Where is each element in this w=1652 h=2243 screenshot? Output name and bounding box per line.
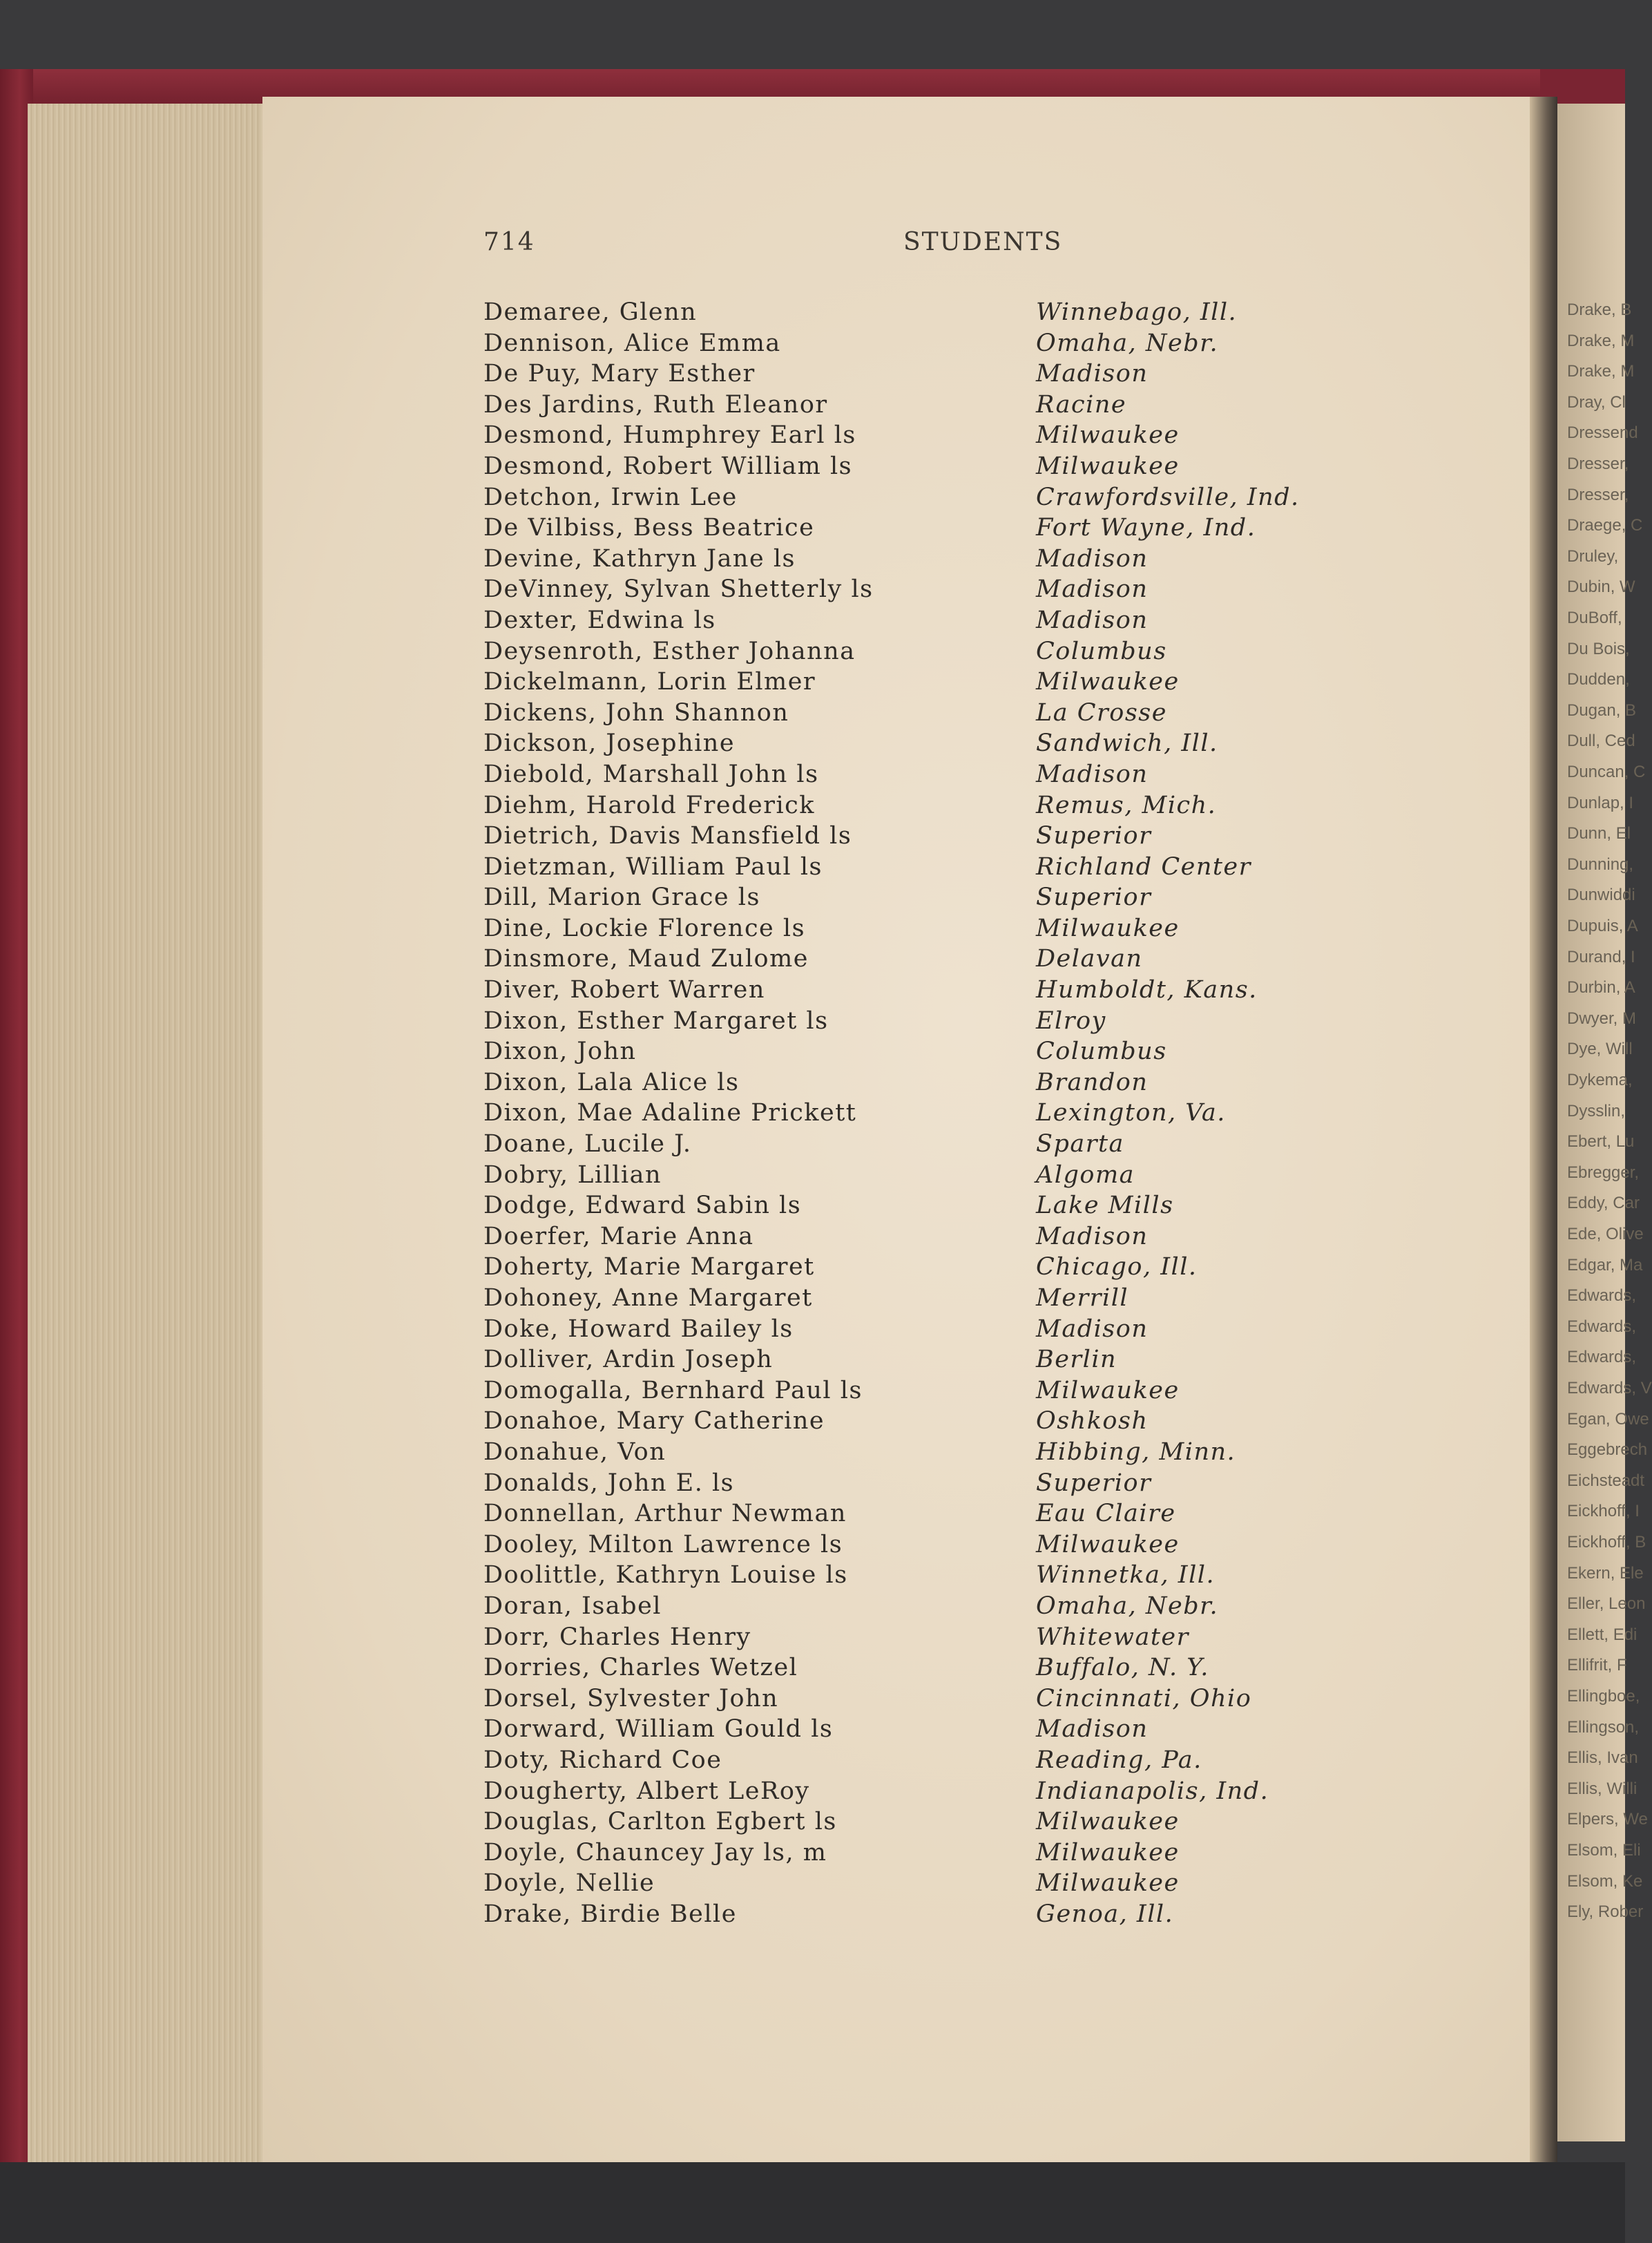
student-entry	[483, 545, 1381, 576]
student-entry	[483, 638, 1381, 669]
student-entry	[483, 668, 1381, 699]
facing-page-fragment: Dysslin,	[1567, 1101, 1626, 1120]
student-hometown: Sparta	[1036, 1130, 1124, 1158]
student-entry	[483, 1869, 1381, 1900]
student-entry	[483, 761, 1381, 792]
facing-page-fragment: Eddy, Car	[1567, 1194, 1640, 1213]
student-name: Donahoe, Mary Catherine	[483, 1407, 825, 1435]
facing-page	[1557, 104, 1652, 2141]
facing-page-fragment: Dykema,	[1567, 1071, 1633, 1089]
facing-page-fragment: Drake, M	[1567, 362, 1635, 381]
student-name: Demaree, Glenn	[483, 298, 698, 326]
student-name: Dorward, William Gould ls	[483, 1715, 834, 1744]
facing-page-fragment: Edgar, Ma	[1567, 1255, 1643, 1275]
student-name: Dohoney, Anne Margaret	[483, 1284, 813, 1312]
facing-page-fragment: Ede, Olive	[1567, 1225, 1644, 1243]
student-name: Dickson, Josephine	[483, 729, 736, 758]
facing-page-fragment: Edwards,	[1567, 1348, 1637, 1367]
student-hometown: Milwaukee	[1036, 1808, 1180, 1836]
student-hometown: Madison	[1036, 1715, 1149, 1744]
student-hometown: Milwaukee	[1036, 914, 1180, 942]
student-hometown: Madison	[1036, 360, 1149, 388]
student-hometown: Madison	[1036, 1222, 1149, 1250]
student-entry	[483, 484, 1381, 515]
student-entry	[483, 575, 1381, 607]
student-hometown: Winnebago, Ill.	[1036, 298, 1238, 326]
student-name: Domogalla, Bernhard Paul ls	[483, 1376, 863, 1404]
facing-page-fragment: Eickhoff, I	[1567, 1502, 1640, 1521]
facing-page-fragment: Du Bois,	[1567, 639, 1630, 658]
student-name: Dixon, Esther Margaret ls	[483, 1006, 829, 1035]
student-name: Dixon, John	[483, 1038, 637, 1066]
student-name: Dolliver, Ardin Joseph	[483, 1346, 774, 1374]
student-hometown: Indianapolis, Ind.	[1036, 1777, 1269, 1805]
facing-page-fragment: Ellis, Ivan	[1567, 1748, 1638, 1768]
student-name: Dodge, Edward Sabin ls	[483, 1192, 802, 1220]
page-number: 714	[483, 228, 535, 256]
student-name: Dinsmore, Maud Zulome	[483, 945, 809, 973]
student-hometown: Fort Wayne, Ind.	[1036, 514, 1256, 542]
student-entry	[483, 391, 1381, 422]
student-name: Dougherty, Albert LeRoy	[483, 1777, 810, 1805]
facing-page-fragment: Dudden,	[1567, 670, 1630, 689]
student-hometown: Milwaukee	[1036, 421, 1180, 450]
student-name: De Puy, Mary Esther	[483, 360, 756, 388]
student-name: Des Jardins, Ruth Eleanor	[483, 390, 828, 419]
student-hometown: Madison	[1036, 606, 1149, 634]
student-hometown: Elroy	[1036, 1006, 1106, 1035]
facing-page-fragment: Eller, Leon	[1567, 1594, 1646, 1614]
student-entry	[483, 884, 1381, 915]
student-hometown: Omaha, Nebr.	[1036, 1592, 1219, 1620]
student-entry	[483, 1438, 1381, 1469]
facing-page-fragment: Ellett, Edi	[1567, 1625, 1637, 1644]
student-entry	[483, 452, 1381, 484]
facing-page-fragment: Dunlap, I	[1567, 793, 1634, 812]
facing-page-fragment: Dugan, B	[1567, 700, 1637, 720]
student-entry	[483, 1007, 1381, 1038]
page-edges	[28, 104, 273, 2162]
student-name: Doty, Richard Coe	[483, 1746, 722, 1774]
student-hometown: Eau Claire	[1036, 1500, 1176, 1528]
student-entry	[483, 1284, 1381, 1315]
student-entry	[483, 1130, 1381, 1161]
student-hometown: Milwaukee	[1036, 1869, 1180, 1898]
student-entry	[483, 853, 1381, 884]
student-hometown: Merrill	[1036, 1284, 1129, 1312]
facing-page-fragment: Ebert, Lu	[1567, 1132, 1635, 1152]
student-hometown: Brandon	[1036, 1068, 1149, 1096]
student-hometown: Whitewater	[1036, 1623, 1189, 1651]
student-hometown: Superior	[1036, 884, 1152, 912]
student-hometown: Algoma	[1036, 1161, 1135, 1189]
facing-page-fragment: Dresser,	[1567, 485, 1629, 504]
facing-page-fragment: Ellis, Willi	[1567, 1779, 1637, 1798]
student-name: Dorries, Charles Wetzel	[483, 1654, 798, 1682]
student-entry	[483, 945, 1381, 976]
student-name: Doran, Isabel	[483, 1592, 662, 1620]
facing-page-fragment: Edwards, V	[1567, 1379, 1652, 1397]
student-name: Donahue, Von	[483, 1438, 666, 1466]
student-entry	[483, 1500, 1381, 1531]
facing-page-fragment: Dye, Will	[1567, 1040, 1633, 1059]
student-hometown: Madison	[1036, 1315, 1149, 1343]
student-entry	[483, 729, 1381, 761]
student-name: Dooley, Milton Lawrence ls	[483, 1530, 843, 1558]
student-hometown: Remus, Mich.	[1036, 791, 1217, 819]
facing-page-fragment: Ebregger,	[1567, 1163, 1640, 1182]
student-name: Detchon, Irwin Lee	[483, 483, 738, 511]
student-name: Doyle, Chauncey Jay ls, m	[483, 1838, 827, 1867]
student-name: Diebold, Marshall John ls	[483, 760, 819, 788]
facing-page-fragment: Dray, Cl	[1567, 392, 1626, 412]
student-entry	[483, 1808, 1381, 1839]
student-hometown: Columbus	[1036, 1038, 1167, 1066]
student-entry	[483, 1777, 1381, 1808]
student-hometown: Hibbing, Minn.	[1036, 1438, 1236, 1466]
facing-page-fragment: Dresser,	[1567, 455, 1629, 473]
facing-page-fragment: Dunwiddi	[1567, 886, 1635, 905]
student-name: Dickelmann, Lorin Elmer	[483, 668, 816, 696]
facing-page-fragment: Draege, C	[1567, 516, 1643, 535]
student-name: Doerfer, Marie Anna	[483, 1222, 754, 1250]
student-hometown: Milwaukee	[1036, 668, 1180, 696]
facing-page-fragment: Elpers, We	[1567, 1810, 1648, 1829]
student-entry	[483, 360, 1381, 391]
student-entry	[483, 607, 1381, 638]
student-hometown: Lexington, Va.	[1036, 1099, 1226, 1127]
student-hometown: Milwaukee	[1036, 1530, 1180, 1558]
student-name: Donnellan, Arthur Newman	[483, 1500, 847, 1528]
book-gutter	[1530, 97, 1557, 2162]
student-entry	[483, 1839, 1381, 1870]
student-entry	[483, 1223, 1381, 1254]
student-list	[483, 298, 1381, 1931]
student-entry	[483, 1561, 1381, 1592]
running-head: STUDENTS	[903, 228, 1063, 256]
student-name: Dine, Lockie Florence ls	[483, 914, 806, 942]
facing-page-fragment: Duncan, C	[1567, 763, 1646, 781]
facing-page-fragment: Egan, Owe	[1567, 1409, 1649, 1429]
student-entry	[483, 1715, 1381, 1746]
student-name: Diehm, Harold Frederick	[483, 791, 815, 819]
student-hometown: Madison	[1036, 544, 1149, 573]
facing-page-fragment: Elsom, Eli	[1567, 1841, 1641, 1860]
facing-page-fragment: Druley,	[1567, 546, 1619, 566]
student-name: Dennison, Alice Emma	[483, 329, 781, 357]
student-hometown: Cincinnati, Ohio	[1036, 1684, 1252, 1712]
student-entry	[483, 1069, 1381, 1100]
student-name: Doherty, Marie Margaret	[483, 1253, 815, 1281]
student-name: Dixon, Lala Alice ls	[483, 1068, 740, 1096]
student-entry	[483, 1654, 1381, 1685]
student-name: Devine, Kathryn Jane ls	[483, 544, 796, 573]
student-hometown: Sandwich, Ill.	[1036, 729, 1218, 758]
facing-page-fragment: Dwyer, M	[1567, 1009, 1637, 1028]
student-entry	[483, 1407, 1381, 1438]
student-hometown: Milwaukee	[1036, 452, 1180, 480]
student-name: Dixon, Mae Adaline Prickett	[483, 1099, 857, 1127]
student-entry	[483, 1099, 1381, 1130]
student-hometown: Crawfordsville, Ind.	[1036, 483, 1300, 511]
student-name: Desmond, Robert William ls	[483, 452, 853, 480]
student-hometown: Humboldt, Kans.	[1036, 976, 1258, 1004]
facing-page-fragment: Durand, I	[1567, 947, 1635, 966]
student-name: Doolittle, Kathryn Louise ls	[483, 1561, 848, 1590]
student-entry	[483, 1592, 1381, 1623]
student-hometown: Milwaukee	[1036, 1376, 1180, 1404]
facing-page-fragment: Dunning,	[1567, 855, 1634, 874]
student-name: Dobry, Lillian	[483, 1161, 662, 1189]
facing-page-fragment: Ellifrit, F	[1567, 1656, 1627, 1675]
facing-page-fragment: Ely, Rober	[1567, 1902, 1644, 1922]
student-name: Donalds, John E. ls	[483, 1469, 735, 1497]
student-entry	[483, 915, 1381, 946]
student-name: DeVinney, Sylvan Shetterly ls	[483, 575, 874, 604]
student-hometown: Reading, Pa.	[1036, 1746, 1202, 1774]
student-name: De Vilbiss, Bess Beatrice	[483, 514, 815, 542]
facing-page-fragment: Drake, B	[1567, 300, 1632, 319]
student-hometown: Superior	[1036, 822, 1152, 850]
student-hometown: Columbus	[1036, 637, 1167, 665]
student-name: Douglas, Carlton Egbert ls	[483, 1808, 837, 1836]
facing-page-fragment: Elsom, Ke	[1567, 1871, 1643, 1891]
student-hometown: Chicago, Ill.	[1036, 1253, 1198, 1281]
student-hometown: Genoa, Ill.	[1036, 1900, 1174, 1928]
facing-page-fragment: Ellingson,	[1567, 1717, 1640, 1737]
student-name: Doyle, Nellie	[483, 1869, 655, 1898]
student-name: Dill, Marion Grace ls	[483, 884, 760, 912]
student-name: Diver, Robert Warren	[483, 976, 765, 1004]
student-entry	[483, 1161, 1381, 1192]
page-header	[483, 228, 1285, 263]
student-entry	[483, 1531, 1381, 1562]
facing-page-fragment: Dunn, El	[1567, 824, 1631, 843]
student-name: Dietzman, William Paul ls	[483, 852, 823, 881]
facing-page-fragment: Ekern, Ele	[1567, 1563, 1644, 1583]
student-entry	[483, 822, 1381, 853]
student-entry	[483, 1253, 1381, 1284]
student-name: Dexter, Edwina ls	[483, 606, 716, 634]
student-entry	[483, 1900, 1381, 1931]
student-hometown: Superior	[1036, 1469, 1152, 1497]
facing-page-fragment: Edwards,	[1567, 1286, 1637, 1306]
student-hometown: Omaha, Nebr.	[1036, 329, 1219, 357]
facing-page-fragment: Ellingboe,	[1567, 1687, 1640, 1706]
background-strip	[0, 2162, 1625, 2243]
student-entry	[483, 1685, 1381, 1716]
student-name: Deysenroth, Esther Johanna	[483, 637, 856, 665]
facing-page-fragment: DuBoff,	[1567, 609, 1622, 627]
student-hometown: Milwaukee	[1036, 1838, 1180, 1867]
student-entry	[483, 1377, 1381, 1408]
student-entry	[483, 792, 1381, 823]
student-entry	[483, 1315, 1381, 1346]
student-name: Drake, Birdie Belle	[483, 1900, 737, 1928]
facing-page-fragment: Eickhoff, B	[1567, 1533, 1646, 1552]
student-hometown: Madison	[1036, 760, 1149, 788]
student-hometown: La Crosse	[1036, 698, 1167, 727]
facing-page-fragment: Edwards,	[1567, 1317, 1637, 1336]
student-hometown: Racine	[1036, 390, 1127, 419]
facing-page-fragment: Dull, Ced	[1567, 732, 1635, 751]
student-hometown: Madison	[1036, 575, 1149, 604]
student-entry	[483, 1346, 1381, 1377]
student-entry	[483, 976, 1381, 1007]
facing-page-fragment: Eggebrech	[1567, 1440, 1648, 1460]
student-hometown: Lake Mills	[1036, 1192, 1174, 1220]
student-hometown: Oshkosh	[1036, 1407, 1149, 1435]
student-name: Dorsel, Sylvester John	[483, 1684, 779, 1712]
student-hometown: Delavan	[1036, 945, 1143, 973]
student-entry	[483, 1038, 1381, 1069]
student-hometown: Berlin	[1036, 1346, 1117, 1374]
facing-page-fragment: Drake, M	[1567, 331, 1635, 350]
facing-page-fragment: Durbin, A	[1567, 978, 1635, 998]
facing-page-fragment: Dubin, W	[1567, 578, 1635, 597]
student-name: Dietrich, Davis Mansfield ls	[483, 822, 852, 850]
student-entry	[483, 699, 1381, 730]
student-name: Desmond, Humphrey Earl ls	[483, 421, 856, 450]
student-entry	[483, 421, 1381, 452]
student-entry	[483, 514, 1381, 545]
student-name: Dorr, Charles Henry	[483, 1623, 751, 1651]
student-name: Dickens, John Shannon	[483, 698, 789, 727]
student-entry	[483, 1469, 1381, 1500]
student-hometown: Richland Center	[1036, 852, 1251, 881]
student-entry	[483, 330, 1381, 361]
student-name: Doane, Lucile J.	[483, 1130, 692, 1158]
student-entry	[483, 298, 1381, 330]
student-entry	[483, 1746, 1381, 1777]
student-hometown: Buffalo, N. Y.	[1036, 1654, 1209, 1682]
student-name: Doke, Howard Bailey ls	[483, 1315, 794, 1343]
facing-page-fragment: Eichsteadt	[1567, 1471, 1645, 1490]
facing-page-fragment: Dupuis, A	[1567, 917, 1638, 935]
student-entry	[483, 1623, 1381, 1654]
student-hometown: Winnetka, Ill.	[1036, 1561, 1216, 1590]
student-entry	[483, 1192, 1381, 1223]
facing-page-fragment: Dressend	[1567, 423, 1638, 443]
